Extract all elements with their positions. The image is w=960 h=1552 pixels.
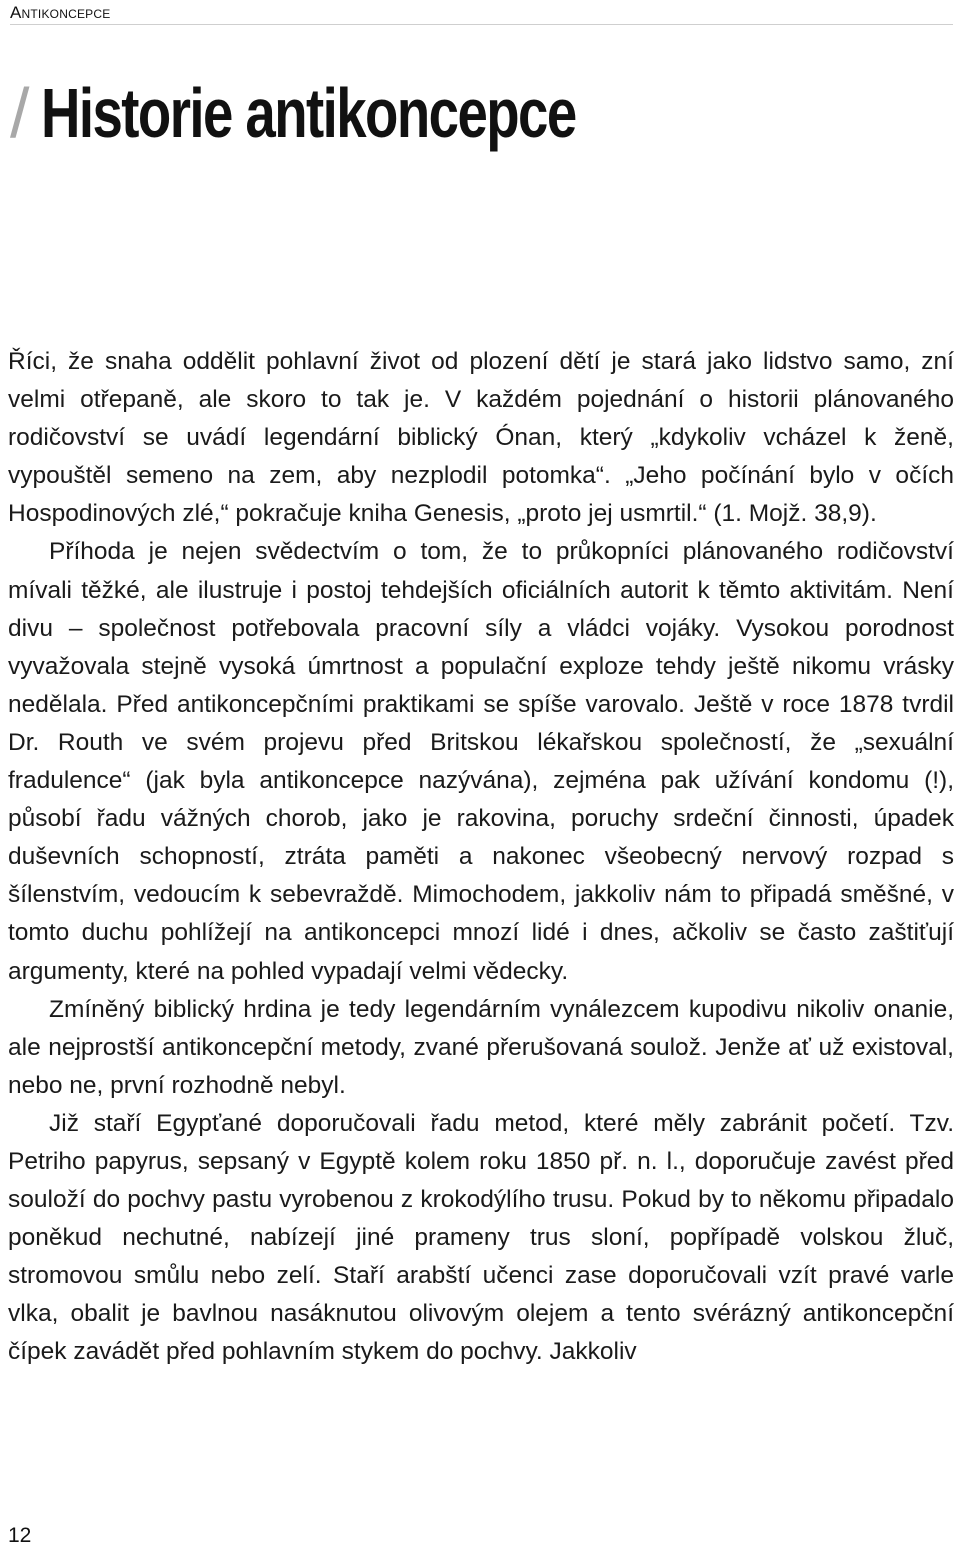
body-text: [8, 343, 954, 1372]
page-number: 12: [8, 1524, 32, 1547]
running-header-title: Antikoncepce: [10, 3, 111, 22]
running-header: [10, 4, 953, 25]
chapter-title-text: Historie antikoncepce: [41, 74, 577, 152]
chapter-title: [10, 68, 950, 158]
title-slash-mark: /: [10, 74, 28, 152]
paragraph: Příhoda je nejen svědectvím o tom, že to průkopníci plánovaného rodičovství mívali těžké, ale ilustruje i postoj tehdejších oficiálních autorit k těmto aktivitám. Není divu – společnost potřebovala pracovní síly a vládci vojáky. Vysokou porodnost vyvažovala stejně vysoká úmrtnost a populační exploze tehdy ještě nikomu vrásky nedělala. Před antikoncepčními praktikami se spíše varovalo. Ještě v roce 1878 tvrdil Dr. Routh ve svém projevu před Britskou lékařskou společností, že „sexuální fradulence“ (jak byla antikoncepce nazývána), zejména pak užívání kondomu (!), působí řadu vážných chorob, jako je rakovina, poruchy srdeční činnosti, úpadek duševních schopností, ztráta paměti a nakonec všeobecný nervový rozpad s šílenstvím, vedoucím k sebevraždě. Mimochodem, jakkoliv nám to připadá směšné, v tomto duchu pohlížejí na antikoncepci mnozí lidé i dnes, ačkoliv se často zaštiťují argumenty, které na pohled vypadají velmi vědecky.: [8, 538, 954, 985]
paragraph: Zmíněný biblický hrdina je tedy legendárním vynálezcem kupodivu nikoliv onanie, ale nejprostší antikoncepční metody, zvané přerušovaná soulož. Jenže ať už existoval, nebo ne, první rozhodně nebyl.: [8, 995, 954, 1099]
paragraph: Již staří Egypťané doporučovali řadu metod, které měly zabránit početí. Tzv. Petriho papyrus, sepsaný v Egyptě kolem roku 1850 př. n. l., doporučuje zavést před souloží do pochvy pastu vyrobenou z krokodýlího trusu. Pokud by to někomu připadalo poněkud nechutné, nabízejí jiné prameny trus sloní, popřípadě volskou žluč, stromovou smůlu nebo zelí. Staří arabští učenci zase doporučovali vzít pravé varle vlka, obalit je bavlnou nasáknutou olivovým olejem a tento svérázný antikoncepční čípek zavádět před pohlavním stykem do pochvy. Jakkoliv: [8, 1109, 954, 1366]
paragraph: Říci, že snaha oddělit pohlavní život od plození dětí je stará jako lidstvo samo, zní velmi otřepaně, ale skoro to tak je. V každém pojednání o historii plánovaného rodičovství se uvádí legendární biblický Ónan, který „kdykoliv vcházel k ženě, vypouštěl semeno na zem, aby nezplodil potomka“. „Jeho počínání bylo v očích Hospodinových zlé,“ pokračuje kniha Genesis, „proto jej usmrtil.“ (1. Mojž. 38,9).: [8, 348, 954, 528]
